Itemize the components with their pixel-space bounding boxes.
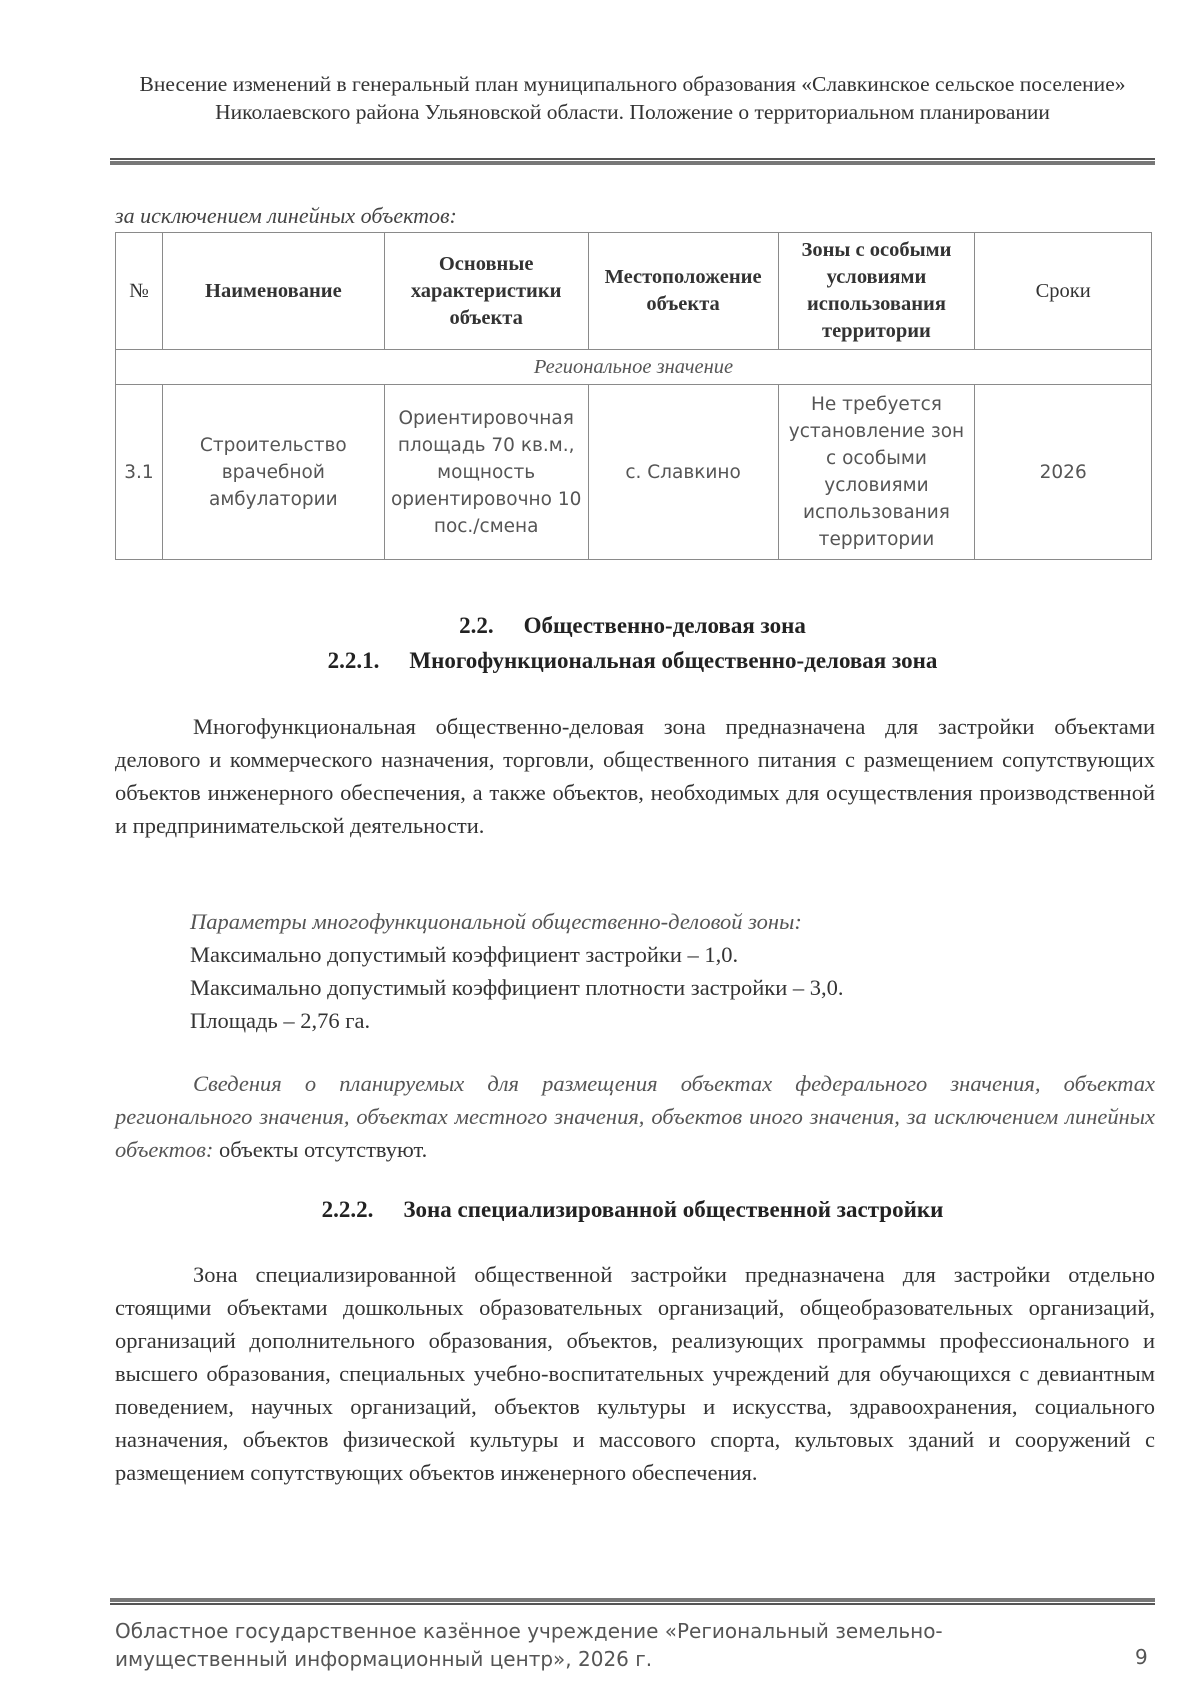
- parameters-block: [190, 905, 844, 1037]
- group-row: [116, 350, 1152, 385]
- paragraph-text: Многофункциональная общественно-деловая зона предназначена для застройки объектами делового и коммерческого назначения, торговли, общественного питания с размещением сопутствующих объектов инженерного обеспечения, а также объектов, необходимых для осуществления производственной и предпринимательской деятельности.: [115, 714, 1155, 838]
- table-header-row: [116, 233, 1152, 350]
- column-header-location: Местоположение объекта: [588, 233, 778, 350]
- section-title: Многофункциональная общественно-деловая зона: [409, 648, 938, 673]
- cell-number: 3.1: [116, 385, 163, 560]
- parameter-item: Максимально допустимый коэффициент плотности застройки – 3,0.: [190, 975, 844, 1000]
- column-header-number: №: [116, 233, 163, 350]
- section-heading-2-2-2: [110, 1197, 1155, 1223]
- parameter-item: Площадь – 2,76 га.: [190, 1008, 371, 1033]
- section-number: 2.2.2.: [321, 1197, 374, 1222]
- header-rule: [110, 158, 1155, 165]
- section-number: 2.2.: [459, 613, 494, 638]
- paragraph-text: Зона специализированной общественной застройки предназначена для застройки отдельно стоящими объектами дошкольных образовательных организаций, общеобразовательных организаций, организаций дополнительного образования, объектов, реализующих программы профессионального и высшего образования, специальных учебно-воспитательных учреждений для обучающихся с девиантным поведением, научных организаций, объектов культуры и искусства, здравоохранения, социального назначения, объектов физической культуры и массового спорта, культовых зданий и сооружений с размещением сопутствующих объектов инженерного обеспечения.: [115, 1262, 1155, 1485]
- column-header-characteristics: Основные характеристики объекта: [384, 233, 588, 350]
- section-heading-2-2-1: [110, 648, 1155, 674]
- planned-objects-text: Сведения о планируемых для размещения объектах федерального значения, объектах регионального значения, объектах местного значения, объектов иного значения, за исключением линейных объектов:: [115, 1071, 1155, 1162]
- group-label: Региональное значение: [116, 350, 1152, 385]
- paragraph-2-2-2: [115, 1258, 1155, 1489]
- section-title: Зона специализированной общественной застройки: [403, 1197, 944, 1222]
- planned-objects-info: [115, 1067, 1155, 1166]
- column-header-zones: Зоны с особыми условиями использования территории: [778, 233, 975, 350]
- section-title: Общественно-деловая зона: [523, 613, 806, 638]
- section-heading-2-2: [110, 613, 1155, 639]
- column-header-term: Сроки: [975, 233, 1152, 350]
- footer-rule: [110, 1598, 1155, 1605]
- table-caption: за исключением линейных объектов:: [115, 203, 457, 228]
- cell-characteristics: Ориентировочная площадь 70 кв.м., мощность ориентировочно 10 пос./смена: [384, 385, 588, 560]
- footer-text: Областное государственное казённое учреждение «Региональный земельно-имущественный информационный центр», 2026 г.: [115, 1619, 943, 1671]
- section-number: 2.2.1.: [327, 648, 380, 673]
- parameters-title: Параметры многофункциональной общественно-деловой зоны:: [190, 909, 802, 934]
- running-header: Внесение изменений в генеральный план муниципального образования «Славкинское сельское поселение» Николаевского района Ульяновской области. Положение о территориальном планировании: [139, 72, 1126, 124]
- cell-location: с. Славкино: [588, 385, 778, 560]
- planned-objects-value: объекты отсутствуют.: [219, 1137, 428, 1162]
- parameter-item: Максимально допустимый коэффициент застройки – 1,0.: [190, 942, 739, 967]
- objects-table: [115, 232, 1152, 560]
- cell-zones: Не требуется установление зон с особыми условиями использования территории: [778, 385, 975, 560]
- column-header-name: Наименование: [162, 233, 384, 350]
- cell-name: Строительство врачебной амбулатории: [162, 385, 384, 560]
- cell-term: 2026: [975, 385, 1152, 560]
- paragraph-2-2-1: [115, 710, 1155, 842]
- table-row: [116, 385, 1152, 560]
- page-number: 9: [1135, 1645, 1148, 1669]
